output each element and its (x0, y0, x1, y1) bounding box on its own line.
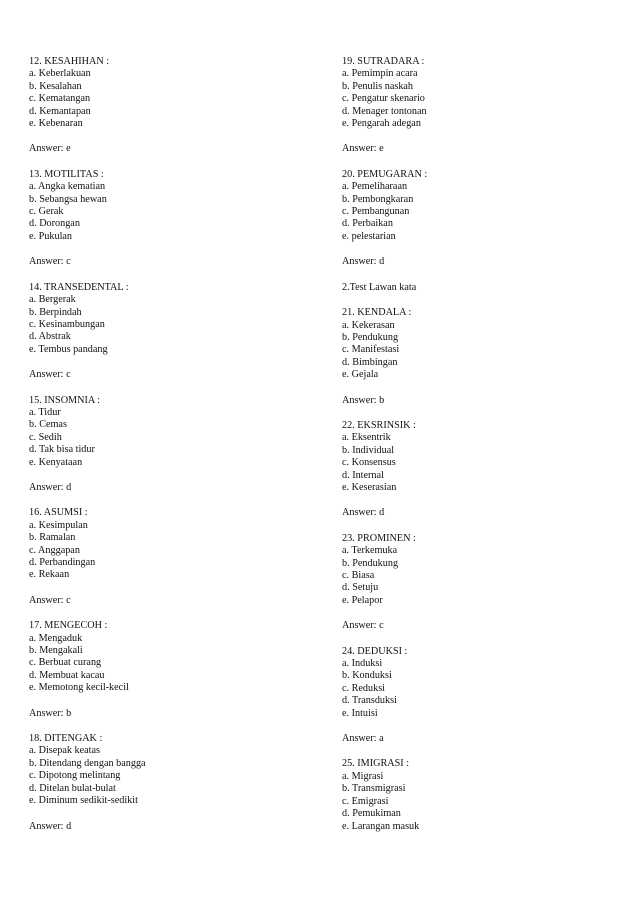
answer-option: d. Ditelan bulat-bulat (29, 782, 116, 794)
answer-option: d. Kemantapan (29, 105, 91, 117)
answer-option: c. Pengatur skenario (342, 93, 425, 105)
answer-option: d. Perbandingan (29, 557, 96, 568)
answer-option: d. Internal (342, 469, 384, 481)
question-block (342, 307, 612, 407)
answer-option: c. Kematangan (29, 93, 91, 105)
answer-option: c. Biasa (342, 570, 375, 581)
answer-key: Answer: d (29, 481, 72, 493)
question-block (342, 56, 612, 156)
left-column (29, 56, 319, 846)
answer-option: a. Angka kematian (29, 181, 106, 193)
right-column (342, 56, 612, 833)
question-block (29, 733, 319, 833)
question-block (29, 282, 319, 382)
answer-option: a. Eksentrik (342, 432, 391, 444)
answer-option: e. Keserasian (342, 481, 397, 493)
answer-option: b. Pembongkaran (342, 193, 414, 205)
answer-option: c. Kesinambungan (29, 318, 105, 330)
question-title: 22. EKSRINSIK : (342, 419, 416, 431)
answer-key: Answer: d (342, 256, 385, 268)
answer-key: Answer: c (29, 369, 71, 381)
answer-option: e. Tembus pandang (29, 343, 108, 355)
answer-key: Answer: c (29, 594, 71, 606)
answer-option: b. Individual (342, 444, 395, 456)
question-title: 13. MOTILITAS : (29, 168, 104, 180)
right-column-top (342, 56, 612, 269)
answer-option: e. Kebenaran (29, 118, 83, 130)
question-block (29, 620, 319, 720)
question-block (29, 169, 319, 269)
right-column-bottom (342, 307, 612, 833)
question-block (342, 533, 612, 633)
answer-option: d. Setuju (342, 582, 379, 594)
answer-option: a. Migrasi (342, 770, 384, 782)
question-title: 17. MENGECOH : (29, 620, 108, 632)
answer-option: d. Abstrak (29, 331, 71, 343)
answer-option: a. Bergerak (29, 294, 76, 306)
answer-option: b. Pendukung (342, 331, 399, 343)
question-title: 23. PROMINEN : (342, 532, 416, 544)
question-title: 16. ASUMSI : (29, 507, 88, 519)
answer-key: Answer: c (29, 256, 71, 268)
question-title: 14. TRANSEDENTAL : (29, 281, 129, 293)
answer-option: e. Larangan masuk (342, 820, 420, 832)
answer-option: c. Sedih (29, 431, 62, 443)
answer-option: b. Konduksi (342, 670, 392, 682)
question-block (342, 420, 612, 520)
answer-option: b. Sebangsa hewan (29, 193, 107, 205)
answer-option: b. Penulis naskah (342, 80, 414, 92)
answer-key: Answer: a (342, 733, 384, 745)
question-title: 20. PEMUGARAN : (342, 168, 428, 180)
answer-option: c. Anggapan (29, 544, 80, 556)
answer-option: c. Pembangunan (342, 206, 410, 218)
answer-option: d. Tak bisa tidur (29, 444, 95, 456)
answer-option: a. Tidur (29, 406, 61, 418)
answer-option: e. Intuisi (342, 707, 378, 719)
answer-option: a. Keberlakuan (29, 68, 91, 80)
answer-option: e. Gejala (342, 369, 379, 381)
answer-option: c. Manifestasi (342, 344, 400, 356)
answer-key: Answer: b (29, 707, 72, 719)
question-title: 15. INSOMNIA : (29, 394, 101, 406)
question-block (342, 169, 612, 269)
answer-option: e. Pukulan (29, 230, 73, 242)
question-block (342, 758, 612, 832)
section-heading: 2.Test Lawan kata (342, 281, 417, 293)
question-block (29, 507, 319, 607)
answer-option: b. Pendukung (342, 557, 399, 569)
answer-option: a. Pemeliharaan (342, 181, 408, 193)
answer-key: Answer: c (342, 620, 384, 632)
answer-key: Answer: d (29, 820, 72, 832)
question-title: 19. SUTRADARA : (342, 56, 425, 67)
question-block (342, 646, 612, 746)
question-title: 12. KESAHIHAN : (29, 56, 110, 67)
answer-option: b. Mengakali (29, 645, 83, 657)
answer-option: e. Memotong kecil-kecil (29, 682, 129, 694)
question-block (29, 56, 319, 156)
answer-option: b. Berpindah (29, 306, 82, 318)
answer-key: Answer: e (342, 143, 384, 155)
answer-option: c. Konsensus (342, 457, 396, 469)
answer-option: a. Induksi (342, 658, 383, 670)
answer-key: Answer: d (342, 507, 385, 519)
answer-option: d. Bimbingan (342, 356, 398, 368)
answer-option: b. Kesalahan (29, 80, 82, 92)
answer-option: e. Kenyataan (29, 456, 83, 468)
answer-option: a. Terkemuka (342, 545, 398, 557)
answer-option: e. Pengarah adegan (342, 118, 421, 130)
answer-option: a. Mengaduk (29, 632, 83, 644)
answer-option: e. Diminum sedikit-sedikit (29, 795, 138, 807)
question-title: 18. DITENGAK : (29, 733, 103, 745)
answer-option: c. Berbuat curang (29, 657, 102, 669)
question-title: 21. KENDALA : (342, 307, 412, 319)
answer-key: Answer: e (29, 143, 71, 155)
answer-option: e. Rekaan (29, 569, 70, 581)
question-block (29, 395, 319, 495)
answer-option: c. Reduksi (342, 682, 386, 694)
answer-option: a. Kesimpulan (29, 519, 88, 531)
answer-key: Answer: b (342, 394, 385, 406)
answer-option: c. Dipotong melintang (29, 770, 121, 782)
answer-option: b. Ditendang dengan bangga (29, 757, 146, 769)
answer-option: d. Membuat kacau (29, 669, 105, 681)
answer-option: b. Transmigrasi (342, 783, 406, 795)
question-title: 25. IMIGRASI : (342, 758, 410, 770)
answer-option: b. Ramalan (29, 532, 76, 544)
answer-option: a. Kekerasan (342, 319, 395, 331)
answer-option: d. Perbaikan (342, 218, 393, 230)
answer-option: c. Gerak (29, 206, 64, 218)
answer-option: c. Emigrasi (342, 795, 389, 807)
answer-option: e. pelestarian (342, 230, 396, 242)
answer-option: d. Dorongan (29, 218, 80, 230)
answer-option: b. Cemas (29, 419, 67, 431)
answer-option: d. Transduksi (342, 695, 397, 707)
answer-option: a. Disepak keatas (29, 745, 100, 757)
answer-option: e. Pelapor (342, 594, 383, 606)
answer-option: a. Pemimpin acara (342, 68, 418, 80)
answer-option: d. Pemukiman (342, 808, 401, 820)
question-title: 24. DEDUKSI : (342, 645, 408, 657)
answer-option: d. Menager tontonan (342, 105, 427, 117)
